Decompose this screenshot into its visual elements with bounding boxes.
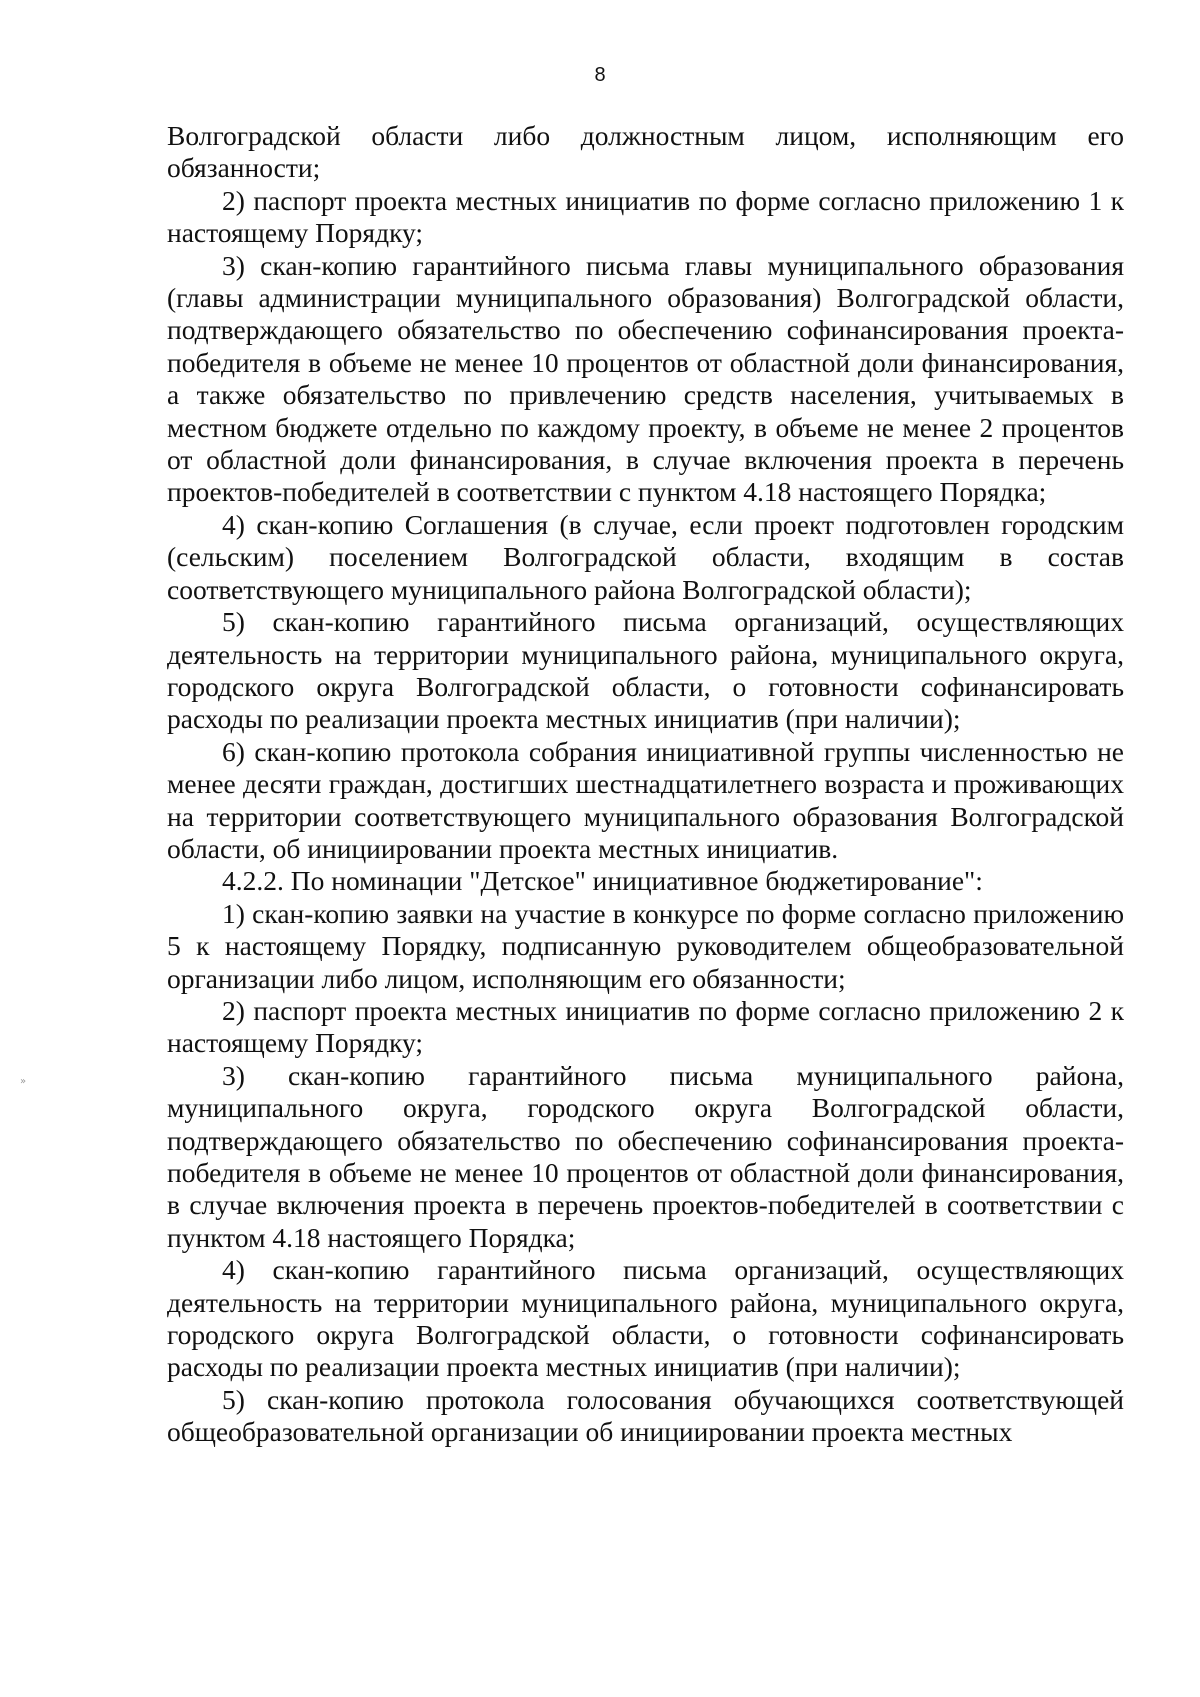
paragraph-children-item-1: 1) скан-копию заявки на участие в конкурсе по форме согласно приложению 5 к настоящему Порядку, подписанную руководителем общеобразовательной организации либо лицом, исполняющим его обязанности; — [167, 897, 1124, 994]
paragraph-children-item-3: 3) скан-копию гарантийного письма муниципального района, муниципального округа, городского округа Волгоградской области, подтверждающего обязательство по обеспечению софинансирования проекта-победителя в объеме не менее 10 процентов от областной доли финансирования, в случае включения проекта в перечень проектов-победителей в соответствии с пунктом 4.18 настоящего Порядка; — [167, 1059, 1124, 1253]
paragraph-item-4: 4) скан-копию Соглашения (в случае, если проект подготовлен городским (сельским) поселением Волгоградской области, входящим в состав соответствующего муниципального района Волгоградской области); — [167, 508, 1124, 605]
paragraph-item-5: 5) скан-копию гарантийного письма организаций, осуществляющих деятельность на территории муниципального района, муниципального округа, городского округа Волгоградской области, о готовности софинансировать расходы по реализации проекта местных инициатив (при наличии); — [167, 606, 1124, 735]
document-body — [167, 120, 1124, 1449]
paragraph-children-item-2: 2) паспорт проекта местных инициатив по форме согласно приложению 2 к настоящему Порядку; — [167, 994, 1124, 1059]
paragraph-item-3: 3) скан-копию гарантийного письма главы муниципального образования (главы администрации муниципального образования) Волгоградской области, подтверждающего обязательство по обеспечению софинансирования проекта-победителя в объеме не менее 10 процентов от областной доли финансирования, а также обязательство по привлечению средств населения, учитываемых в местном бюджете отдельно по каждому проекту, в объеме не менее 2 процентов от областной доли финансирования, в случае включения проекта в перечень проектов-победителей в соответствии с пунктом 4.18 настоящего Порядка; — [167, 249, 1124, 508]
paragraph-children-item-5: 5) скан-копию протокола голосования обучающихся соответствующей общеобразовательной организации об инициировании проекта местных — [167, 1383, 1124, 1448]
page-number: 8 — [594, 64, 606, 86]
section-heading-4-2-2: 4.2.2. По номинации "Детское" инициативное бюджетирование": — [222, 865, 983, 897]
paragraph-children-item-4: 4) скан-копию гарантийного письма организаций, осуществляющих деятельность на территории муниципального района, муниципального округа, городского округа Волгоградской области, о готовности софинансировать расходы по реализации проекта местных инициатив (при наличии); — [167, 1254, 1124, 1383]
margin-mark: » — [20, 1076, 27, 1087]
paragraph-continuation: Волгоградской области либо должностным лицом, исполняющим его обязанности; — [167, 120, 1124, 184]
paragraph-item-2: 2) паспорт проекта местных инициатив по форме согласно приложению 1 к настоящему Порядку; — [167, 184, 1124, 249]
paragraph-item-6: 6) скан-копию протокола собрания инициативной группы численностью не менее десяти граждан, достигших шестнадцатилетнего возраста и проживающих на территории соответствующего муниципального образования Волгоградской области, об инициировании проекта местных инициатив. — [167, 735, 1124, 864]
